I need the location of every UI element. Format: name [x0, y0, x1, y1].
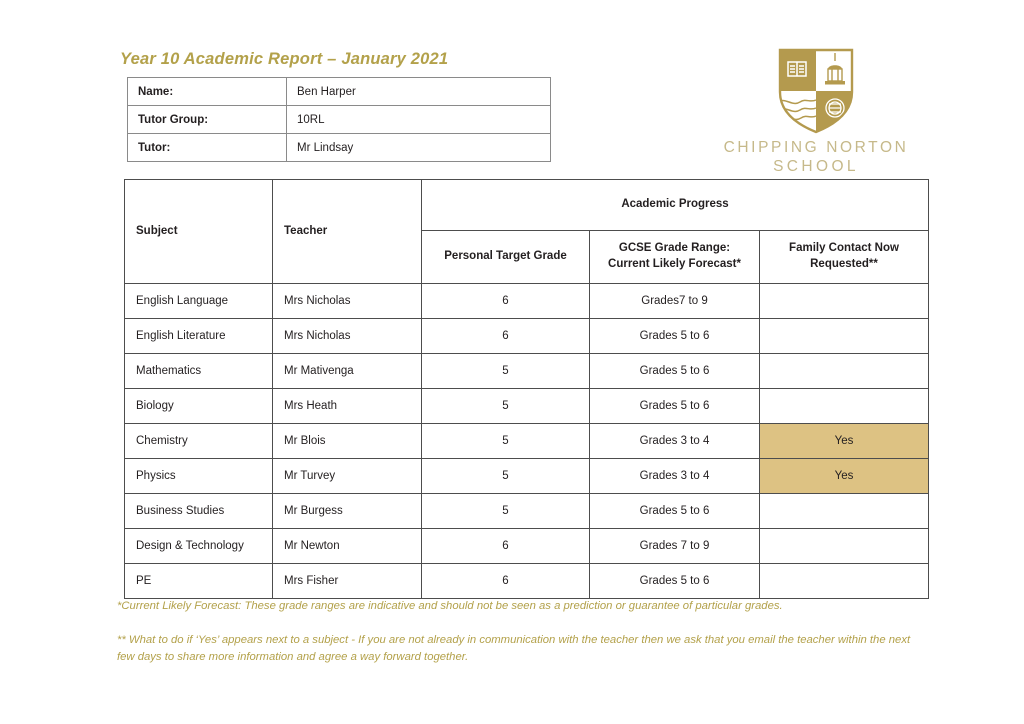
cell-target-grade: 6 [422, 529, 590, 564]
table-row [125, 284, 929, 319]
table-row [125, 459, 929, 494]
cell-family-contact [760, 284, 929, 319]
cell-grade-range: Grades 5 to 6 [590, 564, 760, 599]
page-title: Year 10 Academic Report – January 2021 [120, 50, 449, 68]
school-name-line2: SCHOOL [773, 158, 859, 176]
footnotes [117, 598, 929, 683]
student-info-row [128, 78, 551, 106]
cell-subject: Design & Technology [125, 529, 273, 564]
cell-family-contact: Yes [760, 459, 929, 494]
cell-grade-range: Grades 5 to 6 [590, 354, 760, 389]
table-row [125, 529, 929, 564]
column-header-gcse-line1: GCSE Grade Range: [618, 242, 731, 255]
cell-target-grade: 6 [422, 284, 590, 319]
cell-target-grade: 5 [422, 354, 590, 389]
student-info-value-name: Ben Harper [287, 78, 551, 106]
table-row [125, 389, 929, 424]
cell-target-grade: 5 [422, 424, 590, 459]
school-logo [718, 48, 914, 177]
school-name [718, 138, 914, 177]
cell-teacher: Mrs Heath [273, 389, 422, 424]
cell-target-grade: 5 [422, 389, 590, 424]
report-table-body [125, 284, 929, 599]
footnote-forecast: *Current Likely Forecast: These grade ranges are indicative and should not be seen as a prediction or guarantee of particular grades. [117, 600, 783, 612]
table-row [125, 354, 929, 389]
student-info-label-name: Name: [128, 78, 287, 106]
cell-family-contact [760, 319, 929, 354]
student-info-row [128, 106, 551, 134]
column-header-personal-target-grade: Personal Target Grade [422, 231, 590, 284]
cell-grade-range: Grades 7 to 9 [590, 529, 760, 564]
student-info-label-tutor: Tutor: [128, 134, 287, 162]
cell-grade-range: Grades 5 to 6 [590, 494, 760, 529]
cell-teacher: Mrs Nicholas [273, 319, 422, 354]
cell-target-grade: 6 [422, 564, 590, 599]
column-header-contact-line1: Family Contact Now [789, 242, 899, 255]
table-row [125, 319, 929, 354]
school-name-line1: CHIPPING NORTON [723, 139, 909, 156]
cell-teacher: Mr Mativenga [273, 354, 422, 389]
cell-subject: Biology [125, 389, 273, 424]
student-info-label-tutor-group: Tutor Group: [128, 106, 287, 134]
cell-subject: English Language [125, 284, 273, 319]
cell-teacher: Mr Blois [273, 424, 422, 459]
cell-family-contact [760, 494, 929, 529]
cell-grade-range: Grades 3 to 4 [590, 459, 760, 494]
cell-teacher: Mrs Fisher [273, 564, 422, 599]
cell-family-contact [760, 354, 929, 389]
cell-subject: Mathematics [125, 354, 273, 389]
cell-family-contact [760, 389, 929, 424]
table-row [125, 424, 929, 459]
cell-subject: PE [125, 564, 273, 599]
cell-teacher: Mr Newton [273, 529, 422, 564]
table-row [125, 564, 929, 599]
cell-family-contact: Yes [760, 424, 929, 459]
column-group-header-academic-progress: Academic Progress [422, 180, 929, 231]
report-table-head [125, 180, 929, 284]
cell-subject: English Literature [125, 319, 273, 354]
report-header-row-top [125, 180, 929, 231]
column-header-gcse-grade-range [590, 231, 760, 284]
column-header-teacher: Teacher [273, 180, 422, 284]
cell-target-grade: 5 [422, 459, 590, 494]
table-row [125, 494, 929, 529]
cell-teacher: Mr Burgess [273, 494, 422, 529]
cell-grade-range: Grades 5 to 6 [590, 319, 760, 354]
column-header-contact-line2: Requested** [810, 258, 878, 270]
cell-target-grade: 5 [422, 494, 590, 529]
cell-subject: Chemistry [125, 424, 273, 459]
cell-teacher: Mr Turvey [273, 459, 422, 494]
school-crest-icon [718, 48, 914, 134]
cell-grade-range: Grades7 to 9 [590, 284, 760, 319]
academic-report-table [124, 179, 929, 599]
cell-target-grade: 6 [422, 319, 590, 354]
cell-subject: Physics [125, 459, 273, 494]
student-info-row [128, 134, 551, 162]
student-info-table [127, 77, 551, 162]
column-header-family-contact [760, 231, 929, 284]
column-header-subject: Subject [125, 180, 273, 284]
footnote-family-contact: ** What to do if ‘Yes’ appears next to a subject - If you are not already in communication with the teacher then we ask that you email the teacher within the next few days to share more information and agree a way forward together. [117, 633, 911, 663]
cell-family-contact [760, 529, 929, 564]
cell-subject: Business Studies [125, 494, 273, 529]
cell-family-contact [760, 564, 929, 599]
cell-teacher: Mrs Nicholas [273, 284, 422, 319]
cell-grade-range: Grades 5 to 6 [590, 389, 760, 424]
column-header-gcse-line2: Current Likely Forecast* [608, 258, 741, 270]
student-info-value-tutor-group: 10RL [287, 106, 551, 134]
student-info-body [128, 78, 551, 162]
cell-grade-range: Grades 3 to 4 [590, 424, 760, 459]
student-info-value-tutor: Mr Lindsay [287, 134, 551, 162]
